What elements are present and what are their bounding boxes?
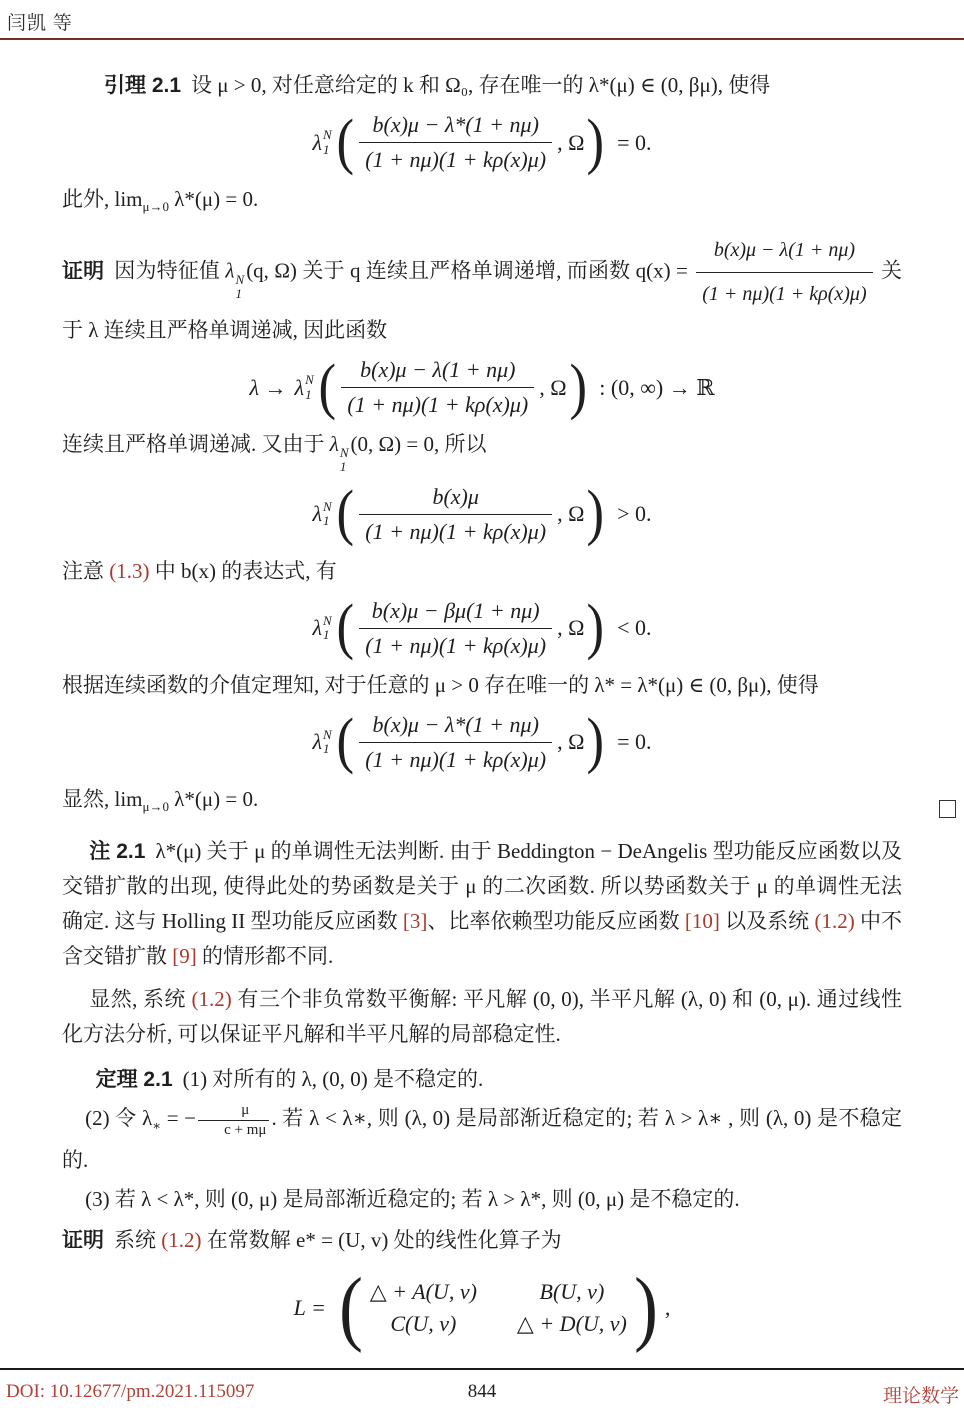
cite-ref-3[interactable]: [3] (402, 908, 428, 933)
lemma-text: 设 μ > 0, 对任意给定的 k 和 Ω₀, 存在唯一的 λ*(μ) ∈ (0, βμ), 使得 (191, 73, 771, 97)
matrix-lhs: L = (293, 1294, 326, 1320)
cite-ref-10[interactable]: [10] (684, 908, 720, 933)
relation: > 0. (617, 501, 652, 527)
lim-operator: lim (114, 786, 143, 811)
right-paren: ) (633, 1261, 658, 1355)
omega-argument: , Ω (557, 501, 585, 527)
text-run: 此外, (62, 187, 115, 211)
text-run: 系统 (114, 1228, 162, 1253)
proof-2-paragraph (62, 1223, 902, 1258)
lim-operator: lim (114, 187, 143, 211)
text-run: (q, Ω) 关于 q 连续且严格单调递增, 而函数 q(x) = (246, 258, 694, 283)
lemma-2-1 (62, 68, 902, 103)
left-paren: ( (318, 352, 336, 421)
lambda-symbol: λ (312, 129, 322, 155)
text-run: 显然, 系统 (89, 986, 192, 1011)
eq-ref-1-2[interactable]: (1.2) (814, 908, 855, 933)
matrix-cell-11: △ + A(U, v) (369, 1278, 477, 1304)
ivt-line (62, 668, 902, 703)
display-formula-3 (62, 479, 902, 548)
lambda-star-subscript: ∗ (152, 1118, 162, 1134)
text-run: (1) 对所有的 λ, (0, 0) 是不稳定的. (182, 1066, 484, 1091)
linearization-matrix-formula (62, 1261, 902, 1355)
display-formula-1 (62, 107, 902, 176)
display-formula-5 (62, 707, 902, 776)
matrix-cell-21: C(U, v) (390, 1310, 457, 1336)
notice-line (62, 554, 902, 589)
left-paren: ( (336, 707, 354, 776)
text-run: 以及系统 (719, 908, 815, 933)
formula-lead: λ → (249, 374, 287, 400)
lambda-symbol: λ (312, 729, 322, 755)
text-run: (0, Ω) = 0, 所以 (350, 432, 487, 457)
left-paren: ( (338, 1261, 363, 1355)
proof-label: 证明 (62, 1229, 104, 1253)
lambda-symbol: λ (312, 615, 322, 641)
relation: = 0. (617, 129, 652, 155)
display-formula-2 (62, 352, 902, 421)
omega-argument: , Ω (557, 615, 585, 641)
theorem-label: 定理 2.1 (95, 1067, 173, 1091)
qed-square (939, 800, 956, 818)
matrix-2x2 (370, 1279, 627, 1337)
text-run: 有三个非负常数平衡解: 平凡解 (0, 0), 半平凡解 (λ, 0) 和 (0, μ). 通过线性化方法分析, 可以保证平凡解和半平凡解的局部稳定性. (62, 986, 903, 1046)
left-paren: ( (336, 107, 354, 176)
proof-label: 证明 (62, 259, 105, 283)
fraction: $\frac{b(x)\mu}{(1 + n\mu)(1 + k\rho(x)\mu)}$ (359, 483, 552, 546)
lemma-label: 引理 2.1 (104, 74, 182, 97)
obvious-line (62, 782, 902, 824)
proof-1-paragraph (62, 232, 902, 348)
text-run: 在常数解 e* = (U, v) 处的线性化算子为 (201, 1228, 562, 1253)
fraction: $\frac{b(x)\mu - \lambda(1 + n\mu)}{(1 + n\mu)(1 + k\rho(x)\mu)}$ (341, 356, 534, 419)
text-run: 的情形都不同. (196, 943, 334, 968)
eigenvalue-supsub: N 1 (235, 271, 245, 301)
text-run: λ*(μ) = 0. (169, 786, 259, 811)
matrix-cell-22: △ + D(U, v) (516, 1310, 627, 1336)
lambda-symbol: λ (294, 374, 305, 400)
page-number: 844 (467, 1381, 497, 1402)
mapping-domain: : (0, ∞) → ℝ (599, 374, 715, 400)
eigenvalue-supsub: N 1 (322, 726, 332, 757)
display-formula-4 (62, 593, 902, 662)
theorem-2-1-item2 (62, 1101, 902, 1178)
right-paren: ) (569, 352, 587, 421)
text-run: 显然, (62, 786, 115, 811)
right-paren: ) (587, 107, 605, 176)
remark-label: 注 2.1 (89, 839, 146, 863)
relation: < 0. (617, 615, 652, 641)
lambda-symbol: λ (329, 432, 339, 457)
text-run: = − (161, 1105, 197, 1130)
text-run: 根据连续函数的介值定理知, 对于任意的 μ > 0 存在唯一的 λ* = λ*(μ) ∈ (0, βμ), 使得 (62, 672, 819, 697)
decreasing-line (62, 427, 902, 475)
moreover-line (62, 182, 902, 224)
omega-argument: , Ω (557, 129, 585, 155)
fraction: $\frac{b(x)\mu - \beta\mu(1 + n\mu)}{(1 + n\mu)(1 + k\rho(x)\mu)}$ (359, 597, 552, 660)
inline-fraction: $\frac{b(x)\mu - \lambda(1 + n\mu)}{(1 + n\mu)(1 + k\rho(x)\mu)}$ (696, 232, 872, 313)
doi-link[interactable]: DOI: 10.12677/pm.2021.115097 (6, 1381, 255, 1402)
left-paren: ( (336, 593, 354, 662)
eigenvalue-supsub: N 1 (305, 372, 314, 402)
text-run: 、比率依赖型功能反应函数 (427, 908, 685, 933)
text-run: 中不含交错扩散 (62, 908, 902, 968)
text-run: 关于 λ 连续且严格单调递减, 因此函数 (62, 258, 903, 343)
eigenvalue-supsub: N 1 (322, 127, 332, 157)
eq-ref-1-3[interactable]: (1.3) (109, 558, 150, 583)
lim-subscript: μ→0 (142, 199, 169, 215)
lambda-symbol: λ (312, 501, 322, 527)
small-fraction: $\frac{\mu}{c + m\mu}$ (198, 1102, 269, 1138)
text-run: λ*(μ) = 0. (169, 187, 259, 211)
text-run: 注意 (62, 558, 110, 583)
right-paren: ) (587, 479, 605, 548)
lambda-symbol: λ (225, 258, 235, 283)
left-paren: ( (336, 479, 354, 548)
omega-argument: , Ω (557, 729, 585, 755)
right-paren: ) (587, 593, 605, 662)
eq-ref-1-2[interactable]: (1.2) (191, 986, 232, 1011)
equilibria-paragraph (62, 982, 902, 1052)
text-run: (2) 令 λ (85, 1105, 153, 1130)
relation: = 0. (617, 729, 652, 755)
journal-name: 理论数学 (882, 1386, 959, 1407)
remark-2-1 (62, 834, 902, 974)
cite-ref-9[interactable]: [9] (172, 943, 197, 968)
right-paren: ) (587, 707, 605, 776)
trailing-comma: , (664, 1294, 671, 1320)
fraction: $\frac{b(x)\mu - \lambda*(1 + n\mu)}{(1 + n\mu)(1 + k\rho(x)\mu)}$ (359, 111, 552, 174)
main-content (62, 40, 902, 1354)
text-run: (3) 若 λ < λ*, 则 (0, μ) 是局部渐近稳定的; 若 λ > λ*, 则 (0, μ) 是不稳定的. (85, 1187, 740, 1212)
text-run: λ*(μ) 关于 μ 的单调性无法判断. 由于 Beddington − DeAngelis 型功能反应函数以及交错扩散的出现, 使得此处的势函数是关于 μ 的二次函数. 所以势函数关于 μ 的单调性无法确定. 这与 Holling II 型功能反应函数 (62, 838, 902, 933)
eigenvalue-supsub: N 1 (322, 498, 332, 529)
lim-subscript: μ→0 (142, 798, 169, 814)
theorem-2-1-item1 (62, 1062, 902, 1097)
text-run: 因为特征值 (114, 258, 226, 283)
text-run: 中 b(x) 的表达式, 有 (149, 558, 337, 583)
omega-argument: , Ω (539, 374, 567, 400)
running-head-author: 闫凯 等 (7, 13, 73, 34)
text-run: 连续且严格单调递减. 又由于 (62, 432, 330, 457)
theorem-2-1-item3 (62, 1182, 902, 1217)
text-run: . 若 λ < λ∗, 则 (λ, 0) 是局部渐近稳定的; 若 λ > λ∗ , 则 (λ, 0) 是不稳定的. (62, 1105, 903, 1173)
matrix-cell-12: B(U, v) (539, 1278, 605, 1304)
eigenvalue-supsub: N 1 (322, 612, 332, 643)
fraction: $\frac{b(x)\mu - \lambda*(1 + n\mu)}{(1 + n\mu)(1 + k\rho(x)\mu)}$ (359, 711, 552, 774)
eigenvalue-supsub: N 1 (339, 445, 349, 475)
footer-rule (0, 1368, 964, 1370)
eq-ref-1-2[interactable]: (1.2) (161, 1228, 202, 1253)
